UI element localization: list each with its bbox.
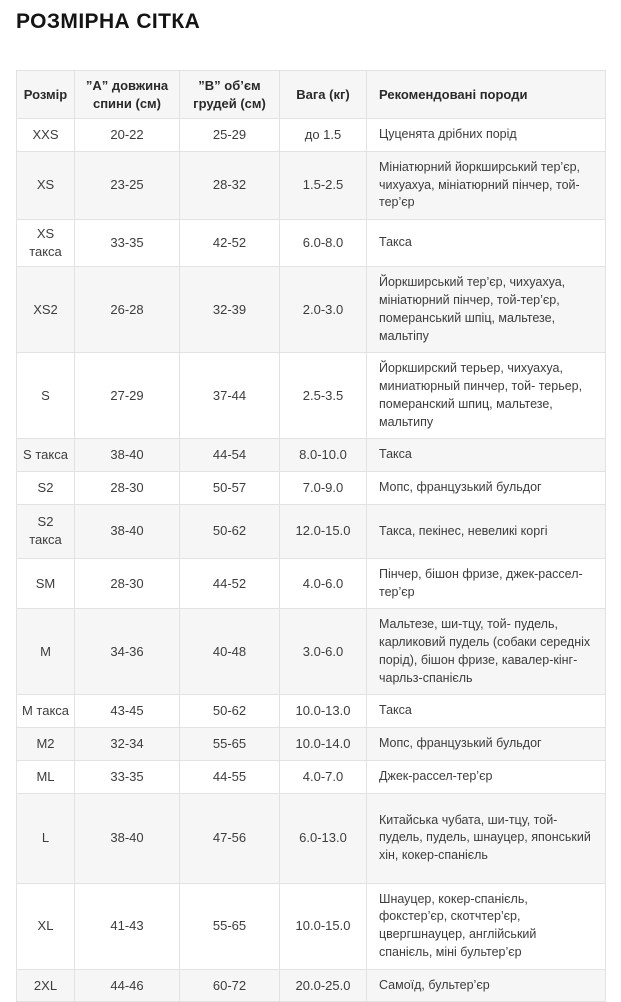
weight-cell: 4.0-7.0 <box>280 760 367 793</box>
chest-cell: 44-52 <box>180 558 280 609</box>
size-cell: XS <box>17 151 75 219</box>
breeds-cell: Джек-рассел-тер’єр <box>367 760 606 793</box>
breeds-cell: Цуценята дрібних порід <box>367 119 606 152</box>
col-header-weight: Вага (кг) <box>280 71 367 119</box>
chest-cell: 47-56 <box>180 793 280 883</box>
size-cell: M <box>17 609 75 695</box>
page <box>0 9 621 993</box>
breeds-cell: Такса <box>367 695 606 728</box>
size-cell: XL <box>17 883 75 969</box>
table-row <box>17 609 606 695</box>
weight-cell: 12.0-15.0 <box>280 504 367 558</box>
header-row <box>17 71 606 119</box>
breeds-cell: Йоркширский терьер, чихуахуа, миниатюрный пинчер, той- терьер, померанский шпиц, мальтезе, мальтипу <box>367 353 606 439</box>
table-row <box>17 119 606 152</box>
back-length-cell: 26-28 <box>75 267 180 353</box>
chest-cell: 40-48 <box>180 609 280 695</box>
weight-cell: 4.0-6.0 <box>280 558 367 609</box>
size-cell: SM <box>17 558 75 609</box>
chest-cell: 50-62 <box>180 695 280 728</box>
size-table <box>16 70 606 1002</box>
chest-cell: 25-29 <box>180 119 280 152</box>
chest-cell: 60-72 <box>180 969 280 1002</box>
weight-cell: до 1.5 <box>280 119 367 152</box>
weight-cell: 6.0-13.0 <box>280 793 367 883</box>
table-row <box>17 793 606 883</box>
chest-cell: 44-55 <box>180 760 280 793</box>
size-cell: М такса <box>17 695 75 728</box>
breeds-cell: Мальтезе, ши-тцу, той- пудель, карликовий пудель (собаки середніх порід), бішон фризе, кавалер-кінг-чарльз-спанієль <box>367 609 606 695</box>
back-length-cell: 28-30 <box>75 472 180 505</box>
chest-cell: 42-52 <box>180 220 280 267</box>
back-length-cell: 34-36 <box>75 609 180 695</box>
chest-cell: 32-39 <box>180 267 280 353</box>
back-length-cell: 38-40 <box>75 439 180 472</box>
size-cell: M2 <box>17 728 75 761</box>
table-row <box>17 695 606 728</box>
weight-cell: 8.0-10.0 <box>280 439 367 472</box>
table-row <box>17 220 606 267</box>
table-row <box>17 760 606 793</box>
table-row <box>17 353 606 439</box>
back-length-cell: 32-34 <box>75 728 180 761</box>
size-cell: S такса <box>17 439 75 472</box>
breeds-cell: Пінчер, бішон фризе, джек-рассел-тер’єр <box>367 558 606 609</box>
col-header-chest: ”В” об’єм грудей (см) <box>180 71 280 119</box>
breeds-cell: Китайська чубата, ши-тцу, той- пудель, пудель, шнауцер, японський хін, кокер-спанієль <box>367 793 606 883</box>
breeds-cell: Такса <box>367 439 606 472</box>
back-length-cell: 20-22 <box>75 119 180 152</box>
breeds-cell: Шнауцер, кокер-спанієль, фокстер’єр, скотчтер’єр, цвергшнауцер, англійський спанієль, міні бультер’єр <box>367 883 606 969</box>
weight-cell: 1.5-2.5 <box>280 151 367 219</box>
table-row <box>17 969 606 1002</box>
size-cell: S <box>17 353 75 439</box>
col-header-back-length: ”А” довжина спини (см) <box>75 71 180 119</box>
page-title: РОЗМІРНА СІТКА <box>16 10 201 33</box>
chest-cell: 55-65 <box>180 883 280 969</box>
breeds-cell: Мопс, французький бульдог <box>367 728 606 761</box>
back-length-cell: 33-35 <box>75 220 180 267</box>
chest-cell: 55-65 <box>180 728 280 761</box>
size-cell: XS2 <box>17 267 75 353</box>
breeds-cell: Мопс, французький бульдог <box>367 472 606 505</box>
breeds-cell: Такса, пекінес, невеликі коргі <box>367 504 606 558</box>
size-cell: 2XL <box>17 969 75 1002</box>
size-cell: XS такса <box>17 220 75 267</box>
table-row <box>17 558 606 609</box>
back-length-cell: 38-40 <box>75 793 180 883</box>
chest-cell: 28-32 <box>180 151 280 219</box>
weight-cell: 10.0-15.0 <box>280 883 367 969</box>
weight-cell: 2.0-3.0 <box>280 267 367 353</box>
weight-cell: 6.0-8.0 <box>280 220 367 267</box>
chest-cell: 50-57 <box>180 472 280 505</box>
table-row <box>17 728 606 761</box>
weight-cell: 3.0-6.0 <box>280 609 367 695</box>
table-row <box>17 267 606 353</box>
breeds-cell: Мініатюрний йоркширський тер’єр, чихуахуа, мініатюрний пінчер, той-тер’єр <box>367 151 606 219</box>
back-length-cell: 38-40 <box>75 504 180 558</box>
table-row <box>17 504 606 558</box>
breeds-cell: Такса <box>367 220 606 267</box>
size-cell: L <box>17 793 75 883</box>
breeds-cell: Самоїд, бультер’єр <box>367 969 606 1002</box>
weight-cell: 10.0-14.0 <box>280 728 367 761</box>
weight-cell: 2.5-3.5 <box>280 353 367 439</box>
size-cell: S2 <box>17 472 75 505</box>
table-row <box>17 883 606 969</box>
table-row <box>17 151 606 219</box>
back-length-cell: 27-29 <box>75 353 180 439</box>
size-cell: XXS <box>17 119 75 152</box>
back-length-cell: 33-35 <box>75 760 180 793</box>
size-cell: ML <box>17 760 75 793</box>
back-length-cell: 44-46 <box>75 969 180 1002</box>
size-cell: S2 такса <box>17 504 75 558</box>
table-row <box>17 472 606 505</box>
col-header-breeds: Рекомендовані породи <box>367 71 606 119</box>
back-length-cell: 23-25 <box>75 151 180 219</box>
weight-cell: 20.0-25.0 <box>280 969 367 1002</box>
weight-cell: 10.0-13.0 <box>280 695 367 728</box>
breeds-cell: Йоркширський тер’єр, чихуахуа, мініатюрний пінчер, той-тер’єр, померанський шпіц, мальтезе, мальтіпу <box>367 267 606 353</box>
chest-cell: 37-44 <box>180 353 280 439</box>
weight-cell: 7.0-9.0 <box>280 472 367 505</box>
chest-cell: 44-54 <box>180 439 280 472</box>
chest-cell: 50-62 <box>180 504 280 558</box>
table-row <box>17 439 606 472</box>
back-length-cell: 28-30 <box>75 558 180 609</box>
col-header-size: Розмір <box>17 71 75 119</box>
back-length-cell: 41-43 <box>75 883 180 969</box>
back-length-cell: 43-45 <box>75 695 180 728</box>
